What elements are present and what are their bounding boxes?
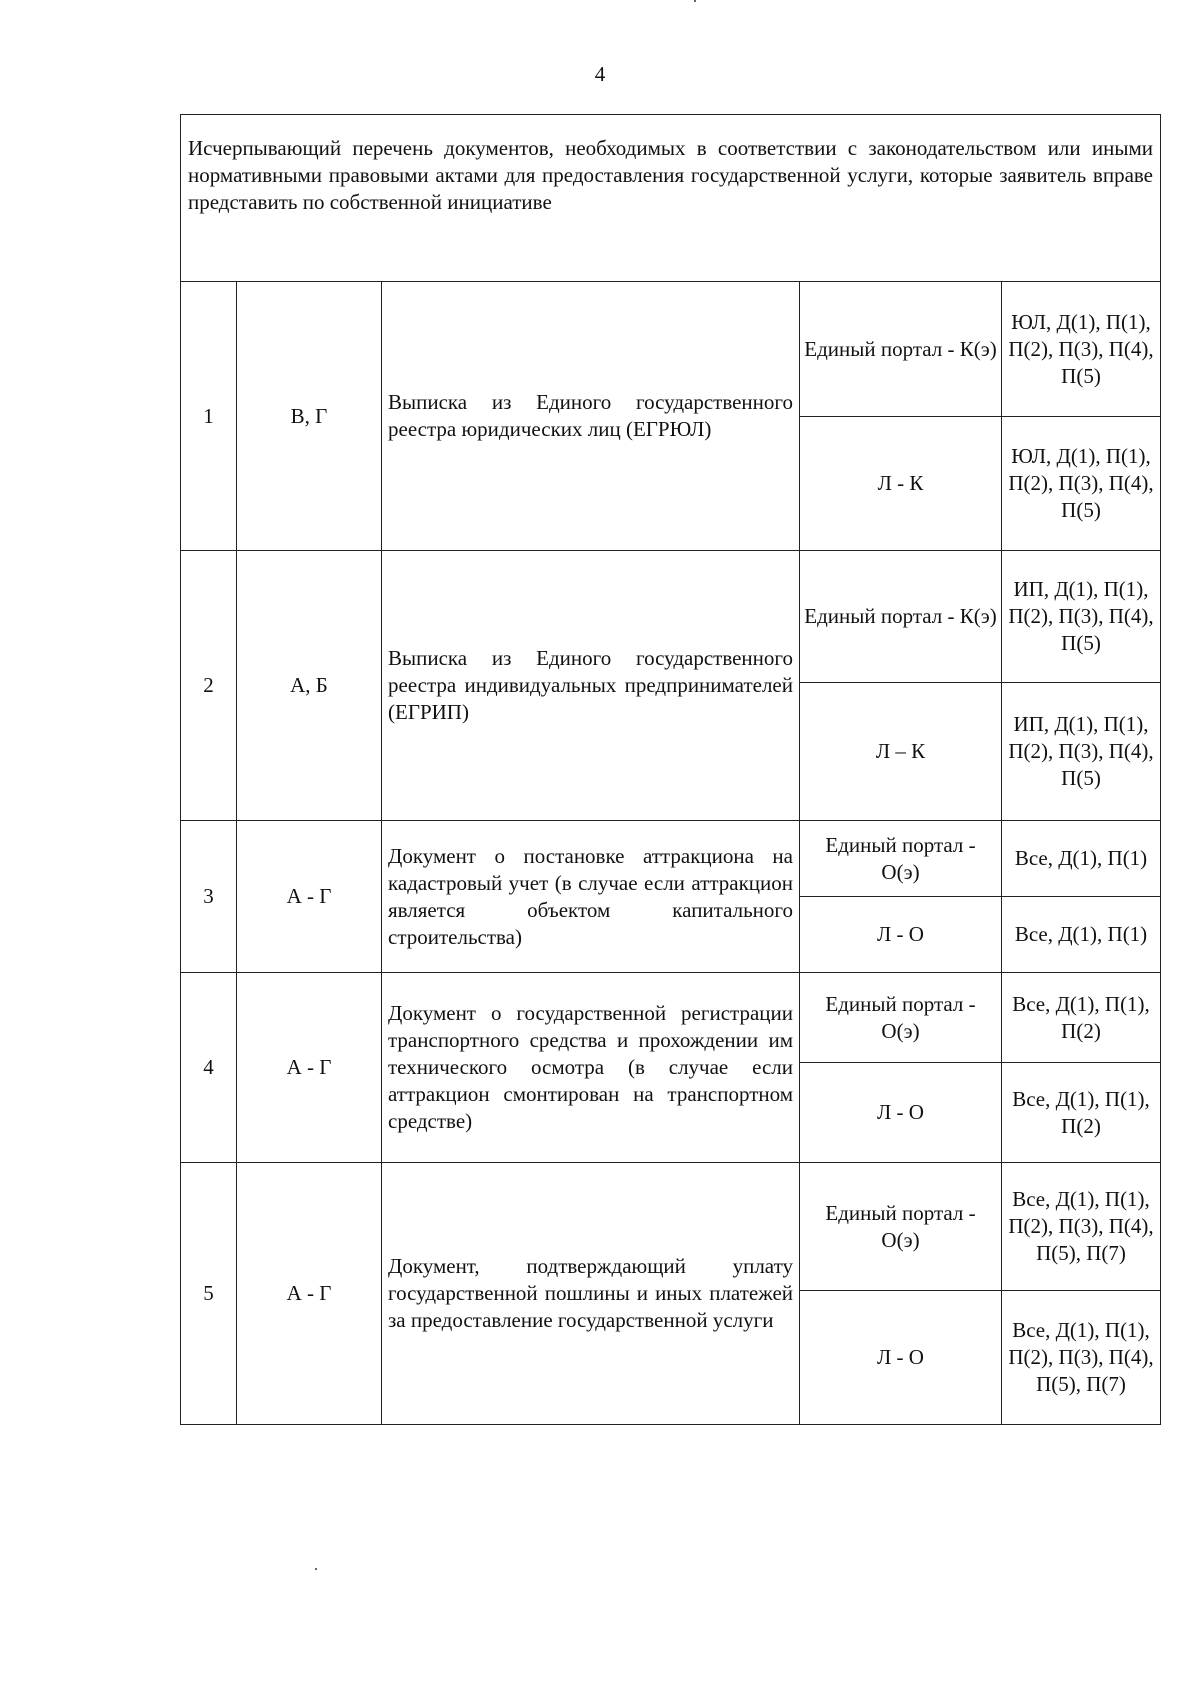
submission-method: Л - О (800, 897, 1002, 973)
document-name: Документ о государственной регистрации транспортного средства и прохождении им технического осмотра (в случае если аттракцион смонтирован на транспортном средстве) (382, 973, 800, 1163)
applicant-categories: В, Г (237, 282, 382, 551)
applicant-categories: А - Г (237, 821, 382, 973)
submission-method: Л – К (800, 683, 1002, 821)
applicable-variants: Все, Д(1), П(1) (1002, 897, 1161, 973)
applicable-variants: Все, Д(1), П(1), П(2), П(3), П(4), П(5), П(7) (1002, 1163, 1161, 1291)
table-header-row (181, 115, 1161, 282)
scan-speck (315, 1568, 317, 1570)
submission-method: Единый портал - К(э) (800, 551, 1002, 683)
table-row (181, 821, 1161, 897)
applicable-variants: Все, Д(1), П(1), П(2) (1002, 973, 1161, 1063)
table-row (181, 973, 1161, 1063)
row-number: 1 (181, 282, 237, 551)
applicant-categories: А, Б (237, 551, 382, 821)
submission-method: Л - О (800, 1063, 1002, 1163)
applicable-variants: ЮЛ, Д(1), П(1), П(2), П(3), П(4), П(5) (1002, 282, 1161, 417)
applicant-categories: А - Г (237, 1163, 382, 1425)
table-row (181, 282, 1161, 417)
document-name: Документ о постановке аттракциона на кадастровый учет (в случае если аттракцион является объектом капитального строительства) (382, 821, 800, 973)
document-name: Документ, подтверждающий уплату государственной пошлины и иных платежей за предоставление государственной услуги (382, 1163, 800, 1425)
submission-method: Л - К (800, 417, 1002, 551)
documents-table (180, 114, 1161, 1425)
row-number: 4 (181, 973, 237, 1163)
submission-method: Единый портал - О(э) (800, 973, 1002, 1063)
document-name: Выписка из Единого государственного реестра юридических лиц (ЕГРЮЛ) (382, 282, 800, 551)
scan-speck (694, 0, 696, 2)
submission-method: Единый портал - К(э) (800, 282, 1002, 417)
row-number: 3 (181, 821, 237, 973)
table-header: Исчерпывающий перечень документов, необходимых в соответствии с законодательством или иными нормативными правовыми актами для предоставления государственной услуги, которые заявитель вправе представить по собственной инициативе (181, 115, 1161, 282)
page-number: 4 (594, 62, 606, 86)
submission-method: Единый портал - О(э) (800, 1163, 1002, 1291)
applicable-variants: Все, Д(1), П(1), П(2) (1002, 1063, 1161, 1163)
document-name: Выписка из Единого государственного реестра индивидуальных предпринимателей (ЕГРИП) (382, 551, 800, 821)
table-row (181, 551, 1161, 683)
submission-method: Л - О (800, 1291, 1002, 1425)
submission-method: Единый портал - О(э) (800, 821, 1002, 897)
row-number: 2 (181, 551, 237, 821)
table-row (181, 1163, 1161, 1291)
applicable-variants: ЮЛ, Д(1), П(1), П(2), П(3), П(4), П(5) (1002, 417, 1161, 551)
applicant-categories: А - Г (237, 973, 382, 1163)
row-number: 5 (181, 1163, 237, 1425)
applicable-variants: ИП, Д(1), П(1), П(2), П(3), П(4), П(5) (1002, 551, 1161, 683)
applicable-variants: ИП, Д(1), П(1), П(2), П(3), П(4), П(5) (1002, 683, 1161, 821)
applicable-variants: Все, Д(1), П(1), П(2), П(3), П(4), П(5), П(7) (1002, 1291, 1161, 1425)
applicable-variants: Все, Д(1), П(1) (1002, 821, 1161, 897)
